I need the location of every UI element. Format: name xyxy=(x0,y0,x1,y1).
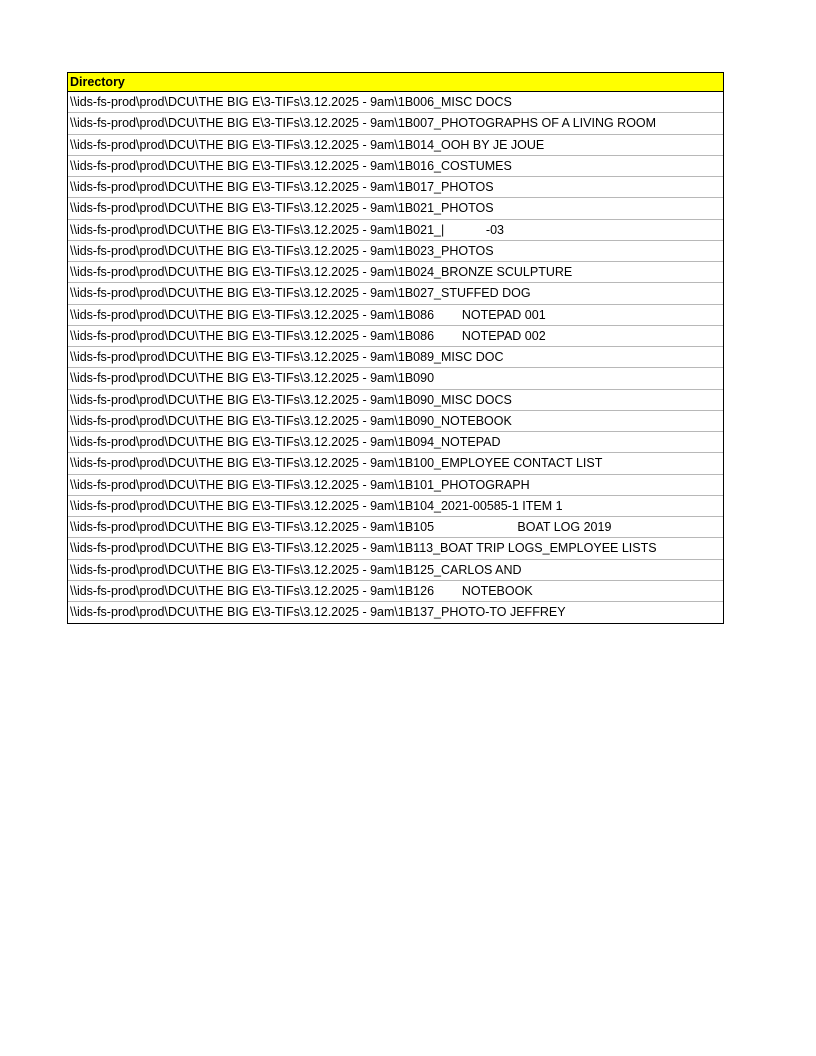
directory-row: \\ids-fs-prod\prod\DCU\THE BIG E\3-TIFs\3.12.2025 - 9am\1B104_2021-00585-1 ITEM 1 xyxy=(68,496,723,517)
directory-row: \\ids-fs-prod\prod\DCU\THE BIG E\3-TIFs\3.12.2025 - 9am\1B126 NOTEBOOK xyxy=(68,581,723,602)
directory-table xyxy=(67,72,724,624)
directory-rows xyxy=(68,92,723,623)
directory-row: \\ids-fs-prod\prod\DCU\THE BIG E\3-TIFs\3.12.2025 - 9am\1B021_PHOTOS xyxy=(68,198,723,219)
directory-row: \\ids-fs-prod\prod\DCU\THE BIG E\3-TIFs\3.12.2025 - 9am\1B024_BRONZE SCULPTURE xyxy=(68,262,723,283)
directory-row: \\ids-fs-prod\prod\DCU\THE BIG E\3-TIFs\3.12.2025 - 9am\1B090_MISC DOCS xyxy=(68,390,723,411)
directory-row: \\ids-fs-prod\prod\DCU\THE BIG E\3-TIFs\3.12.2025 - 9am\1B101_PHOTOGRAPH xyxy=(68,475,723,496)
directory-row: \\ids-fs-prod\prod\DCU\THE BIG E\3-TIFs\3.12.2025 - 9am\1B113_BOAT TRIP LOGS_EMPLOYEE LISTS xyxy=(68,538,723,559)
directory-row: \\ids-fs-prod\prod\DCU\THE BIG E\3-TIFs\3.12.2025 - 9am\1B021_| -03 xyxy=(68,220,723,241)
directory-row: \\ids-fs-prod\prod\DCU\THE BIG E\3-TIFs\3.12.2025 - 9am\1B125_CARLOS AND xyxy=(68,560,723,581)
directory-row: \\ids-fs-prod\prod\DCU\THE BIG E\3-TIFs\3.12.2025 - 9am\1B007_PHOTOGRAPHS OF A LIVING ROOM xyxy=(68,113,723,134)
directory-row: \\ids-fs-prod\prod\DCU\THE BIG E\3-TIFs\3.12.2025 - 9am\1B014_OOH BY JE JOUE xyxy=(68,135,723,156)
directory-row: \\ids-fs-prod\prod\DCU\THE BIG E\3-TIFs\3.12.2025 - 9am\1B090_NOTEBOOK xyxy=(68,411,723,432)
directory-row: \\ids-fs-prod\prod\DCU\THE BIG E\3-TIFs\3.12.2025 - 9am\1B086 NOTEPAD 002 xyxy=(68,326,723,347)
directory-row: \\ids-fs-prod\prod\DCU\THE BIG E\3-TIFs\3.12.2025 - 9am\1B105 BOAT LOG 2019 xyxy=(68,517,723,538)
directory-row: \\ids-fs-prod\prod\DCU\THE BIG E\3-TIFs\3.12.2025 - 9am\1B100_EMPLOYEE CONTACT LIST xyxy=(68,453,723,474)
directory-row: \\ids-fs-prod\prod\DCU\THE BIG E\3-TIFs\3.12.2025 - 9am\1B023_PHOTOS xyxy=(68,241,723,262)
directory-row: \\ids-fs-prod\prod\DCU\THE BIG E\3-TIFs\3.12.2025 - 9am\1B006_MISC DOCS xyxy=(68,92,723,113)
directory-row: \\ids-fs-prod\prod\DCU\THE BIG E\3-TIFs\3.12.2025 - 9am\1B089_MISC DOC xyxy=(68,347,723,368)
directory-column-header: Directory xyxy=(68,73,723,92)
directory-row: \\ids-fs-prod\prod\DCU\THE BIG E\3-TIFs\3.12.2025 - 9am\1B016_COSTUMES xyxy=(68,156,723,177)
directory-row: \\ids-fs-prod\prod\DCU\THE BIG E\3-TIFs\3.12.2025 - 9am\1B086 NOTEPAD 001 xyxy=(68,305,723,326)
directory-row: \\ids-fs-prod\prod\DCU\THE BIG E\3-TIFs\3.12.2025 - 9am\1B027_STUFFED DOG xyxy=(68,283,723,304)
directory-row: \\ids-fs-prod\prod\DCU\THE BIG E\3-TIFs\3.12.2025 - 9am\1B017_PHOTOS xyxy=(68,177,723,198)
directory-row: \\ids-fs-prod\prod\DCU\THE BIG E\3-TIFs\3.12.2025 - 9am\1B094_NOTEPAD xyxy=(68,432,723,453)
directory-row: \\ids-fs-prod\prod\DCU\THE BIG E\3-TIFs\3.12.2025 - 9am\1B137_PHOTO-TO JEFFREY xyxy=(70,605,566,619)
directory-row: \\ids-fs-prod\prod\DCU\THE BIG E\3-TIFs\3.12.2025 - 9am\1B090 xyxy=(68,368,723,389)
